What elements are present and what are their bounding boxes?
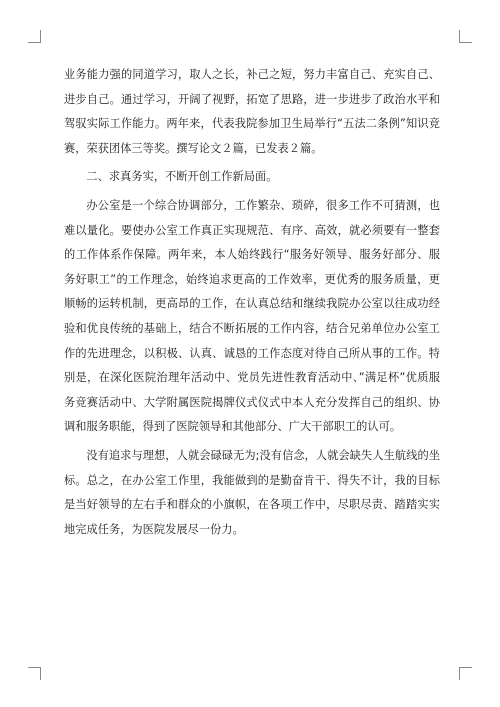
paragraph-office-work: 办公室是一个综合协调部分，工作繁杂、琐碎，很多工作不可猜测，也难以量化。要使办公室工作真正实现规范、有序、高效，就必须要有一整套的工作体系作保障。两年来，本人始终践行“服务好领导、服务好部分、服务好职工”的工作理念，始终追求更高的工作效率，更优秀的服务质量，更顺畅的运转机制，更高昂的工作，在认真总结和继续我院办公室以往成功经验和优良传统的基础上，结合不断拓展的工作内容，结合兄弟单位办公室工作的先进理念，以积极、认真、诚恳的工作态度对待自己所从事的工作。特别是，在深化医院治理年活动中、党员先进性教育活动中、”满足杯”优质服务竞赛活动中、大学附属医院揭牌仪式仪式中本人充分发挥自己的组织、协调和服务职能，得到了医院领导和其他部分、广大干部职工的认可。 [64,198,440,434]
crop-mark-bottom-left [28,667,41,680]
crop-mark-top-right [459,30,472,43]
crop-mark-top-left [28,30,41,43]
paragraph-conclusion: 没有追求与理想，人就会碌碌无为;没有信念，人就会缺失人生航线的坐标。总之，在办公室工作里，我能做到的是勤奋肯干、得失不计，我的目标是当好领导的左右手和群众的小旗帜，在各项工作中，尽职尽责、踏踏实实地完成任务，为医院发展尽一份力。 [64,448,440,536]
crop-mark-bottom-right [459,667,472,680]
document-body [64,63,440,542]
section-heading: 二、求真务实，不断开创工作新局面。 [86,170,278,184]
paragraph-study: 业务能力强的同道学习，取人之长，补己之短，努力丰富自己、充实自己、进步自己。通过学习，开阔了视野，拓宽了思路，进一步进步了政治水平和驾驭实际工作能力。两年来，代表我院参加卫生局举行“五法二条例”知识竞赛，荣获团体三等奖。撰写论文２篇，已发表２篇。 [64,68,440,155]
